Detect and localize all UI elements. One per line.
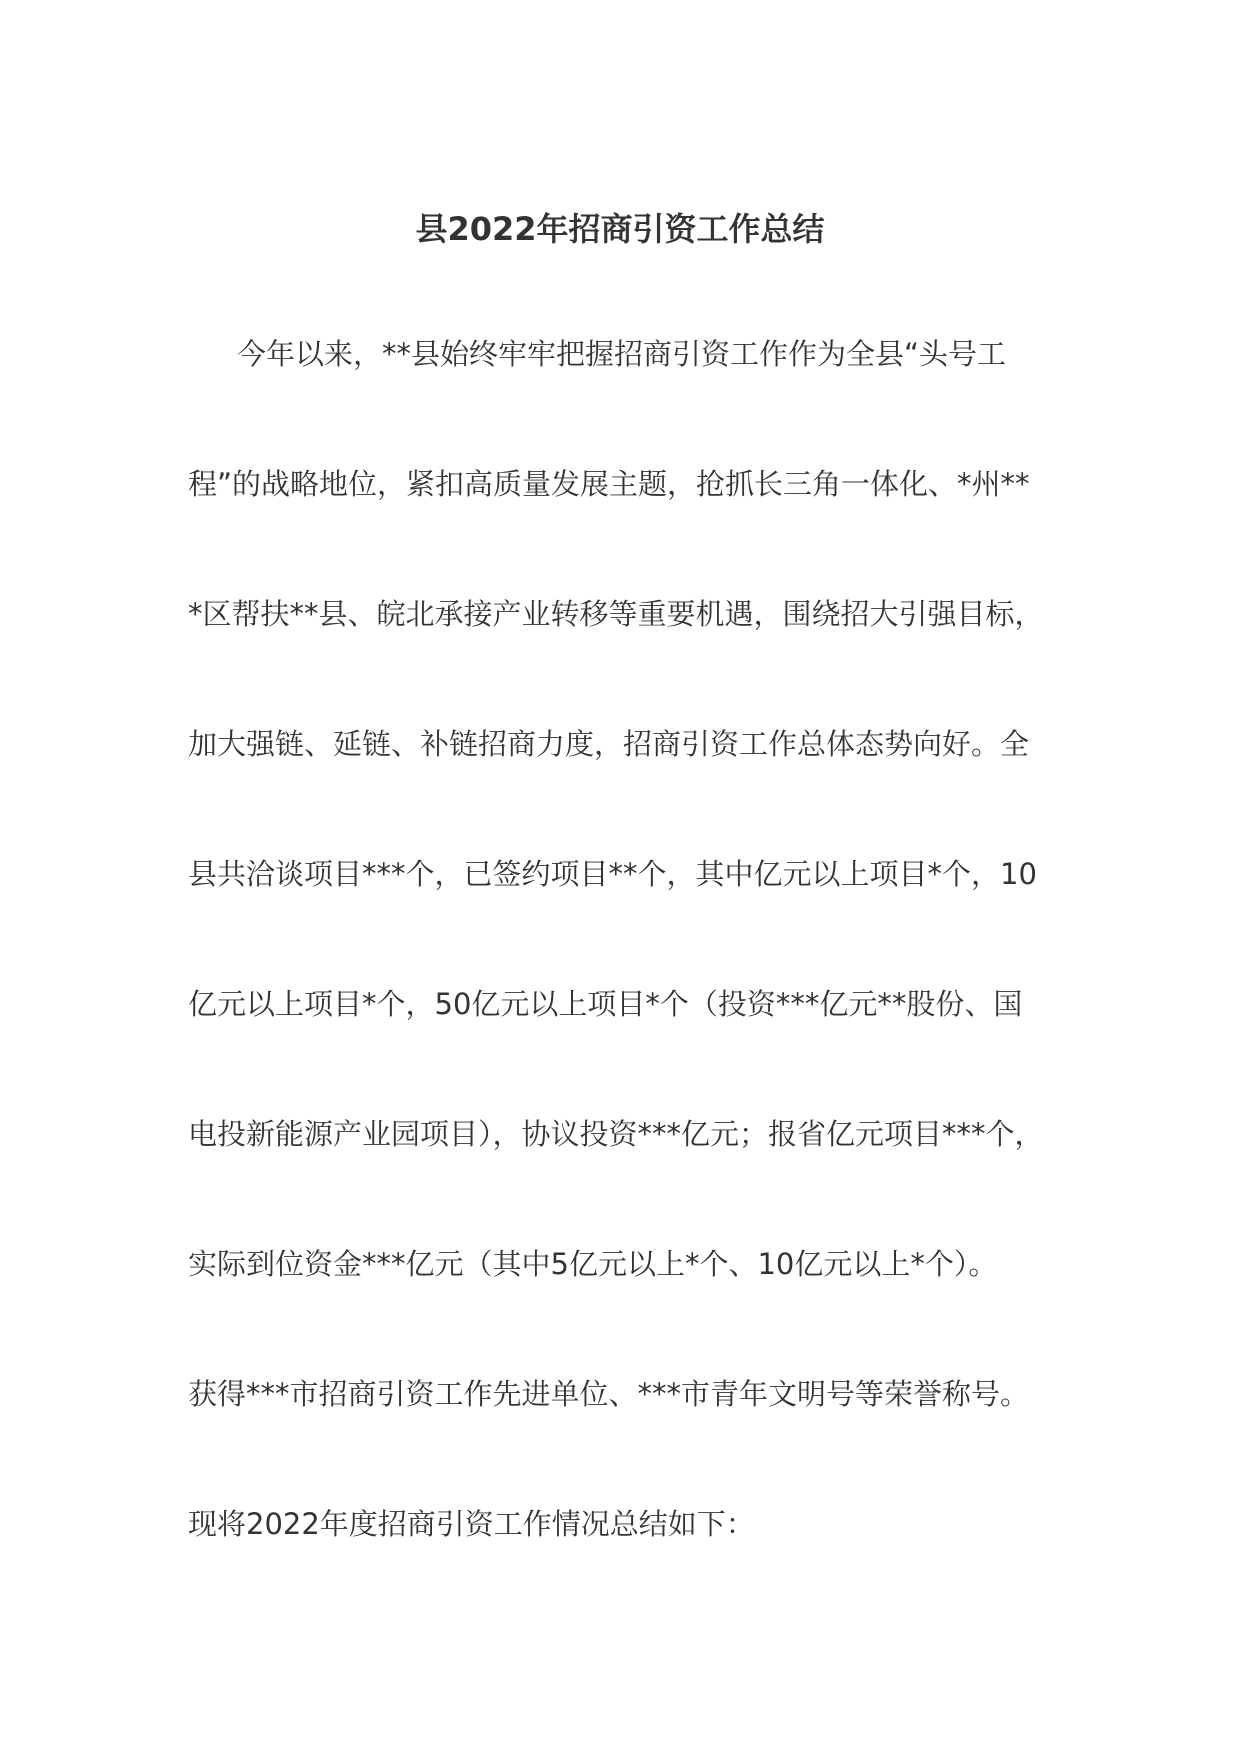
paragraph-line-2: 程”的战略地位，紧扣高质量发展主题，抢抓长三角一体化、*州** (188, 467, 1030, 501)
paragraph-line-6: 亿元以上项目*个，50亿元以上项目*个（投资***亿元**股份、国 (188, 987, 1023, 1021)
paragraph-line-9: 获得***市招商引资工作先进单位、***市青年文明号等荣誉称号。 (188, 1377, 1030, 1411)
paragraph-line-8: 实际到位资金***亿元（其中5亿元以上*个、10亿元以上*个）。 (188, 1247, 998, 1281)
paragraph-line-10: 现将2022年度招商引资工作情况总结如下： (188, 1507, 755, 1541)
paragraph-line-3: *区帮扶**县、皖北承接产业转移等重要机遇，围绕招大引强目标， (188, 597, 1044, 631)
paragraph-line-5: 县共洽谈项目***个，已签约项目**个，其中亿元以上项目*个，10 (188, 857, 1037, 891)
paragraph-line-1: 今年以来，**县始终牢牢把握招商引资工作作为全县“头号工 (237, 337, 1007, 371)
paragraph-line-4: 加大强链、延链、补链招商力度，招商引资工作总体态势向好。全 (188, 727, 1030, 761)
document-title: 县2022年招商引资工作总结 (415, 210, 825, 248)
paragraph-line-7: 电投新能源产业园项目），协议投资***亿元；报省亿元项目***个， (188, 1117, 1044, 1151)
